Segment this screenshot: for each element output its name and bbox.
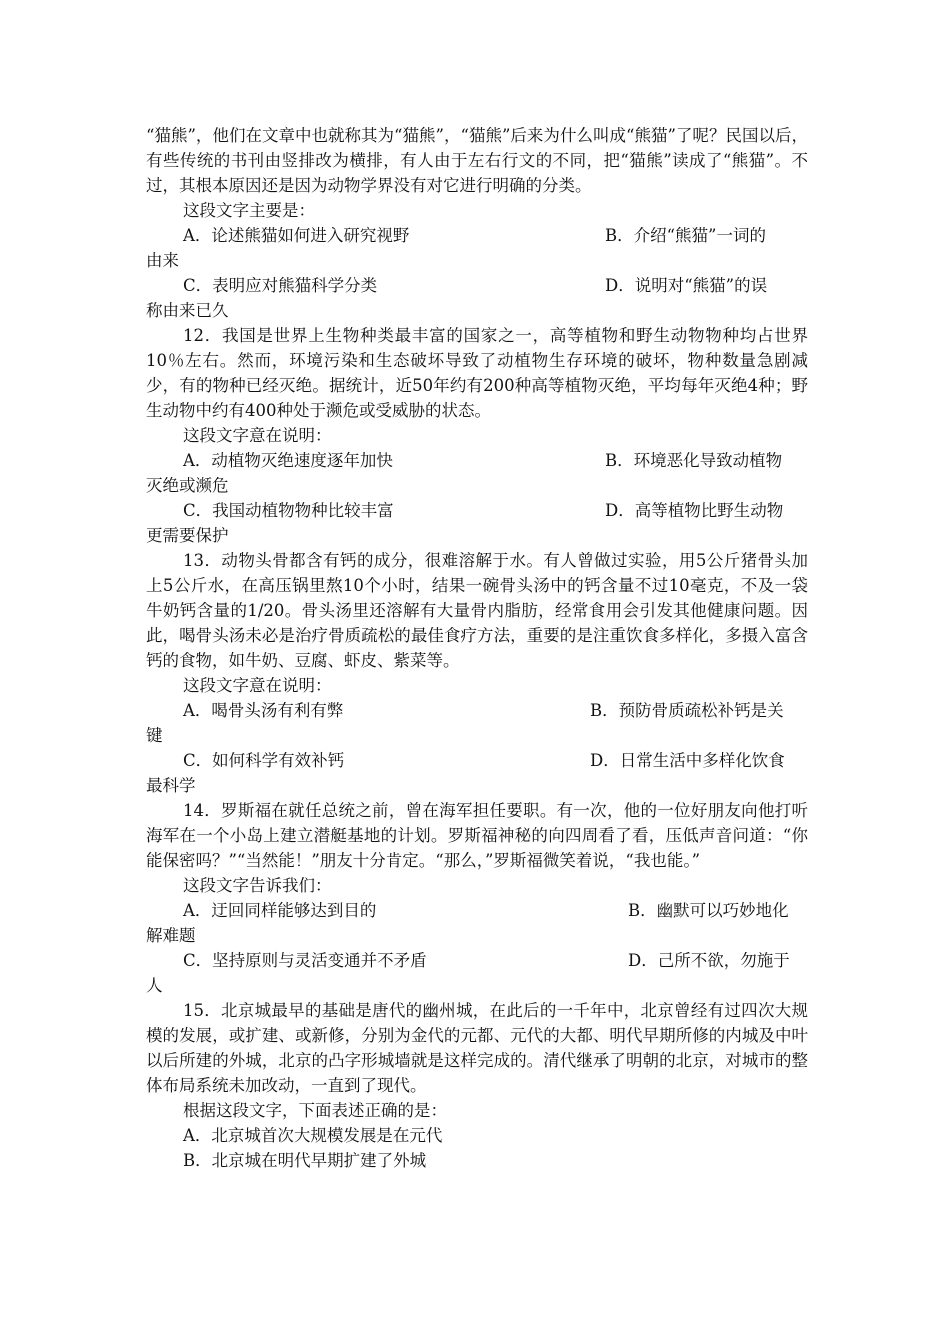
q15-paragraph: 15．北京城最早的基础是唐代的幽州城，在此后的一千年中，北京曾经有过四次大规模的发展，或扩建、或新修，分别为金代的元都、元代的大都、明代早期所修的内城及中叶以后所建的外城，北京的凸字形城墙就是这样完成的。清代继承了明朝的北京，对城市的整体布局系统未加改动，一直到了现代。 <box>146 1001 808 1095</box>
q11-option-d: D．说明对“熊猫”的误 <box>605 276 768 295</box>
q12-prompt: 这段文字意在说明： <box>183 426 332 445</box>
q11-prompt: 这段文字主要是： <box>183 201 315 220</box>
q13-prompt: 这段文字意在说明： <box>183 676 332 695</box>
q14-option-b-wrap: 解难题 <box>146 926 196 945</box>
q12-option-a: A．动植物灭绝速度逐年加快 <box>183 451 393 470</box>
q11-option-b-wrap: 由来 <box>146 251 179 270</box>
q12-option-b-wrap: 灭绝或濒危 <box>146 476 229 495</box>
q14-paragraph: 14．罗斯福在就任总统之前，曾在海军担任要职。有一次，他的一位好朋友向他打听海军在一个小岛上建立潜艇基地的计划。罗斯福神秘的向四周看了看，压低声音问道：“你能保密吗？”“当然能！”朋友十分肯定。“那么，”罗斯福微笑着说，“我也能。” <box>146 801 808 870</box>
q14-option-b: B．幽默可以巧妙地化 <box>628 901 789 920</box>
q12-options-ab <box>146 448 808 473</box>
q12-option-d-wrap: 更需要保护 <box>146 526 229 545</box>
q14-option-c: C．坚持原则与灵活变通并不矛盾 <box>183 951 427 970</box>
q14-options-ab <box>146 898 808 923</box>
q11-option-c: C．表明应对熊猫科学分类 <box>183 276 378 295</box>
q11-options-ab <box>146 223 808 248</box>
q11-option-a: A．论述熊猫如何进入研究视野 <box>183 226 410 245</box>
document-page <box>146 123 808 1173</box>
q13-option-d-wrap: 最科学 <box>146 776 196 795</box>
q15-option-b: B．北京城在明代早期扩建了外城 <box>183 1151 427 1170</box>
q11-options-cd <box>146 273 808 298</box>
q12-paragraph: 12．我国是世界上生物种类最丰富的国家之一，高等植物和野生动物物种均占世界10％左右。然而，环境污染和生态破坏导致了动植物生存环境的破坏，物种数量急剧减少，有的物种已经灭绝。据统计，近50年约有200种高等植物灭绝，平均每年灭绝4种；野生动物中约有400种处于濒危或受威胁的状态。 <box>146 326 808 420</box>
q14-option-a: A．迂回同样能够达到目的 <box>183 901 377 920</box>
q14-prompt: 这段文字告诉我们： <box>183 876 332 895</box>
q12-option-d: D．高等植物比野生动物 <box>605 501 784 520</box>
q13-option-a: A．喝骨头汤有利有弊 <box>183 701 344 720</box>
q12-option-b: B．环境恶化导致动植物 <box>605 451 783 470</box>
q13-options-cd <box>146 748 808 773</box>
q13-options-ab <box>146 698 808 723</box>
q12-options-cd <box>146 498 808 523</box>
q13-option-b-wrap: 键 <box>146 726 163 745</box>
q13-paragraph: 13．动物头骨都含有钙的成分，很难溶解于水。有人曾做过实验，用5公斤猪骨头加上5公斤水，在高压锅里熬10个小时，结果一碗骨头汤中的钙含量不过10毫克，不及一袋牛奶钙含量的1/20。骨头汤里还溶解有大量骨内脂肪，经常食用会引发其他健康问题。因此，喝骨头汤未必是治疗骨质疏松的最佳食疗方法，重要的是注重饮食多样化，多摄入富含钙的食物，如牛奶、豆腐、虾皮、紫菜等。 <box>146 551 808 670</box>
q14-options-cd <box>146 948 808 973</box>
q13-option-d: D．日常生活中多样化饮食 <box>590 751 785 770</box>
q13-option-c: C．如何科学有效补钙 <box>183 751 345 770</box>
q11-option-d-wrap: 称由来已久 <box>146 301 229 320</box>
q13-option-b: B．预防骨质疏松补钙是关 <box>590 701 784 720</box>
q14-option-d: D．己所不欲，勿施于 <box>628 951 790 970</box>
q11-paragraph-tail: “猫熊”，他们在文章中也就称其为“猫熊”，“猫熊”后来为什么叫成“熊猫”了呢？民国以后，有些传统的书刊由竖排改为横排，有人由于左右行文的不同，把“猫熊”读成了“熊猫”。不过，其根本原因还是因为动物学界没有对它进行明确的分类。 <box>146 126 808 195</box>
q15-prompt: 根据这段文字，下面表述正确的是： <box>183 1101 447 1120</box>
q11-option-b: B．介绍“熊猫”一词的 <box>605 226 766 245</box>
q14-option-d-wrap: 人 <box>146 976 163 995</box>
q12-option-c: C．我国动植物物种比较丰富 <box>183 501 394 520</box>
q15-option-a: A．北京城首次大规模发展是在元代 <box>183 1126 443 1145</box>
